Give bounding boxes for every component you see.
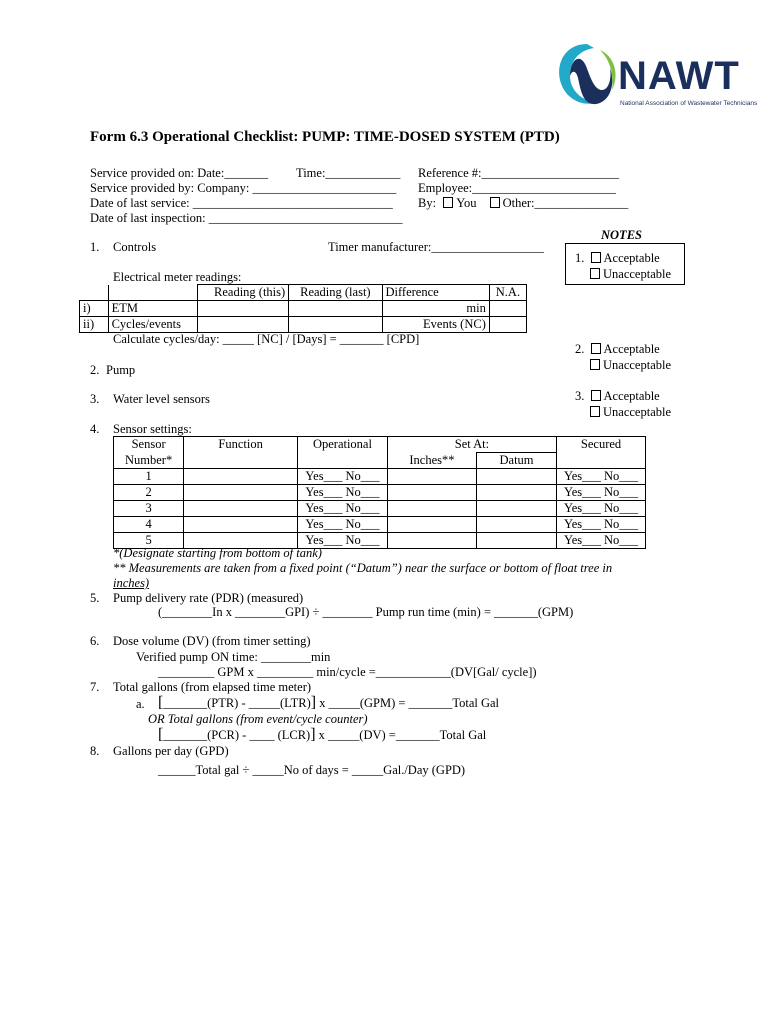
sensor-note-1: *(Designate starting from bottom of tank)	[113, 546, 322, 560]
reading-last-header: Reading (last)	[289, 285, 382, 301]
pdr-formula[interactable]: (________In x ________GPI) ÷ ________ Pump run time (min) = _______(GPM)	[158, 605, 574, 619]
sensor-5-datum[interactable]	[477, 533, 557, 549]
notes-2-acceptable-checkbox[interactable]	[591, 343, 601, 354]
sensor-3-secured[interactable]: Yes___ No___	[557, 501, 646, 517]
controls-number: 1.	[90, 240, 100, 254]
service-date-field[interactable]: Service provided on: Date:_______	[90, 166, 269, 180]
meter-readings-table	[79, 284, 527, 333]
company-field[interactable]: Service provided by: Company: _______________________	[90, 181, 397, 195]
last-service-field[interactable]: Date of last service: ________________________________	[90, 196, 393, 210]
sensor-2-function[interactable]	[184, 485, 298, 501]
notes-3-unacceptable: Unacceptable	[590, 405, 671, 420]
sensor-header-row-2	[114, 453, 646, 469]
nawt-logo	[552, 40, 758, 110]
notes-3-acceptable: 3. Acceptable	[575, 389, 660, 403]
other-field[interactable]: Other:_______________	[502, 196, 629, 210]
sensor-1-operational[interactable]: Yes___ No___	[298, 469, 388, 485]
gpd-formula[interactable]: ______Total gal ÷ _____No of days = _____Gal./Day (GPD)	[158, 763, 466, 777]
cycles-index: ii)	[80, 317, 109, 333]
sensor-5-inches[interactable]	[387, 533, 476, 549]
etm-reading-this[interactable]	[197, 301, 288, 317]
timer-manufacturer-field[interactable]: Timer manufacturer:__________________	[328, 240, 544, 254]
table-row	[80, 317, 527, 333]
sensor-4-operational[interactable]: Yes___ No___	[298, 517, 388, 533]
total-a-label: a.	[136, 697, 145, 711]
sensor-note-2: ** Measurements are taken from a fixed point (“Datum”) near the surface or bottom of float tree in	[113, 561, 613, 575]
sensor-3-operational[interactable]: Yes___ No___	[298, 501, 388, 517]
cycles-reading-this[interactable]	[197, 317, 288, 333]
sensor-2-inches[interactable]	[387, 485, 476, 501]
verified-pump-time[interactable]: Verified pump ON time: ________min	[136, 650, 331, 664]
sensor-4-function[interactable]	[184, 517, 298, 533]
notes-1-acceptable-checkbox[interactable]	[591, 252, 601, 263]
inches-header: Inches**	[387, 453, 476, 469]
table-row: 3 Yes___ No___ Yes___ No___	[114, 501, 646, 517]
set-at-header: Set At:	[387, 437, 556, 453]
other-checkbox[interactable]	[490, 197, 500, 208]
sensor-table	[113, 436, 646, 549]
notes-1-unacceptable: Unacceptable	[590, 267, 671, 282]
pump-label: Pump	[106, 363, 136, 377]
sensor-1-datum[interactable]	[477, 469, 557, 485]
etm-index: i)	[80, 301, 109, 317]
cycles-difference[interactable]: Events (NC)	[382, 317, 489, 333]
by-row	[418, 196, 628, 211]
sensor-header: Sensor	[114, 437, 184, 453]
table-row: 5 Yes___ No___ Yes___ No___	[114, 533, 646, 549]
dose-formula[interactable]: _________ GPM x _________ min/cycle =____________(DV[Gal/ cycle])	[158, 665, 537, 679]
sensor-4-inches[interactable]	[387, 517, 476, 533]
dose-number: 6.	[90, 634, 100, 648]
notes-1-acceptable: 1. Acceptable	[575, 251, 660, 265]
etm-difference[interactable]: min	[382, 301, 489, 317]
reading-this-header: Reading (this)	[197, 285, 288, 301]
gpd-number: 8.	[90, 744, 100, 758]
notes-title: NOTES	[601, 228, 642, 242]
sensor-1-inches[interactable]	[387, 469, 476, 485]
total-formula-2[interactable]: [_______(PCR) - ____ (LCR)] x _____(DV) =_______Total Gal	[158, 726, 487, 743]
sensor-5-operational[interactable]: Yes___ No___	[298, 533, 388, 549]
table-row: 2 Yes___ No___ Yes___ No___	[114, 485, 646, 501]
na-header: N.A.	[489, 285, 526, 301]
etm-label: ETM	[108, 301, 197, 317]
water-label: Water level sensors	[113, 392, 210, 406]
datum-header: Datum	[477, 453, 557, 469]
table-row: 4 Yes___ No___ Yes___ No___	[114, 517, 646, 533]
service-time-field[interactable]: Time:____________	[296, 166, 401, 180]
logo-subtitle: National Association of Wastewater Technicians	[620, 100, 758, 107]
sensor-1-function[interactable]	[184, 469, 298, 485]
pdr-label: Pump delivery rate (PDR) (measured)	[113, 591, 304, 605]
sensor-3-inches[interactable]	[387, 501, 476, 517]
difference-header: Difference	[382, 285, 489, 301]
cycles-label: Cycles/events	[108, 317, 197, 333]
secured-header: Secured	[557, 437, 646, 453]
cycles-reading-last[interactable]	[289, 317, 382, 333]
form-title: Form 6.3 Operational Checklist: PUMP: TIME-DOSED SYSTEM (PTD)	[90, 129, 560, 145]
nawt-logo-icon	[552, 40, 622, 110]
controls-label: Controls	[113, 240, 157, 254]
number-header: Number*	[114, 453, 184, 469]
sensor-3-datum[interactable]	[477, 501, 557, 517]
sensor-3-function[interactable]	[184, 501, 298, 517]
notes-2-acceptable: 2. Acceptable	[575, 342, 660, 356]
by-label: By:	[418, 196, 437, 210]
notes-3-acceptable-checkbox[interactable]	[591, 390, 601, 401]
sensor-header-row-1	[114, 437, 646, 453]
notes-2-unacceptable-checkbox[interactable]	[590, 359, 600, 370]
cycles-na[interactable]	[489, 317, 526, 333]
sensor-number: 4.	[90, 422, 100, 436]
total-or-label: OR Total gallons (from event/cycle counter)	[148, 712, 368, 726]
sensor-label: Sensor settings:	[113, 422, 192, 436]
operational-header: Operational	[298, 437, 388, 453]
water-number: 3.	[90, 392, 100, 406]
gpd-label: Gallons per day (GPD)	[113, 744, 229, 758]
last-inspection-field[interactable]: Date of last inspection: _______________________________	[90, 211, 403, 225]
employee-field[interactable]: Employee:_______________________	[418, 181, 616, 195]
pdr-number: 5.	[90, 591, 100, 605]
notes-1-unacceptable-checkbox[interactable]	[590, 268, 600, 279]
table-row	[80, 301, 527, 317]
sensor-5-secured[interactable]: Yes___ No___	[557, 533, 646, 549]
dose-label: Dose volume (DV) (from timer setting)	[113, 634, 311, 648]
sensor-2-datum[interactable]	[477, 485, 557, 501]
sensor-1-secured[interactable]: Yes___ No___	[557, 469, 646, 485]
etm-reading-last[interactable]	[289, 301, 382, 317]
sensor-2-operational[interactable]: Yes___ No___	[298, 485, 388, 501]
function-header: Function	[184, 437, 298, 453]
notes-2-unacceptable: Unacceptable	[590, 358, 671, 373]
sensor-4-secured[interactable]: Yes___ No___	[557, 517, 646, 533]
total-number: 7.	[90, 680, 100, 694]
pump-number: 2.	[90, 363, 100, 377]
cycles-per-day-calc[interactable]: Calculate cycles/day: _____ [NC] / [Days] = _______ [CPD]	[113, 332, 420, 346]
meter-readings-title: Electrical meter readings:	[113, 270, 242, 284]
total-formula-1[interactable]: [_______(PTR) - _____(LTR)] x _____(GPM) = _______Total Gal	[158, 694, 500, 711]
meter-header-row	[80, 285, 527, 301]
reference-field[interactable]: Reference #:______________________	[418, 166, 620, 180]
notes-3-unacceptable-checkbox[interactable]	[590, 406, 600, 417]
you-checkbox[interactable]	[443, 197, 453, 208]
sensor-2-secured[interactable]: Yes___ No___	[557, 485, 646, 501]
etm-na[interactable]	[489, 301, 526, 317]
sensor-note-3: inches)	[113, 576, 150, 590]
logo-name: NAWT	[618, 54, 740, 98]
total-label: Total gallons (from elapsed time meter)	[113, 680, 312, 694]
table-row: 1 Yes___ No___ Yes___ No___	[114, 469, 646, 485]
sensor-4-datum[interactable]	[477, 517, 557, 533]
you-label: You	[456, 196, 477, 210]
